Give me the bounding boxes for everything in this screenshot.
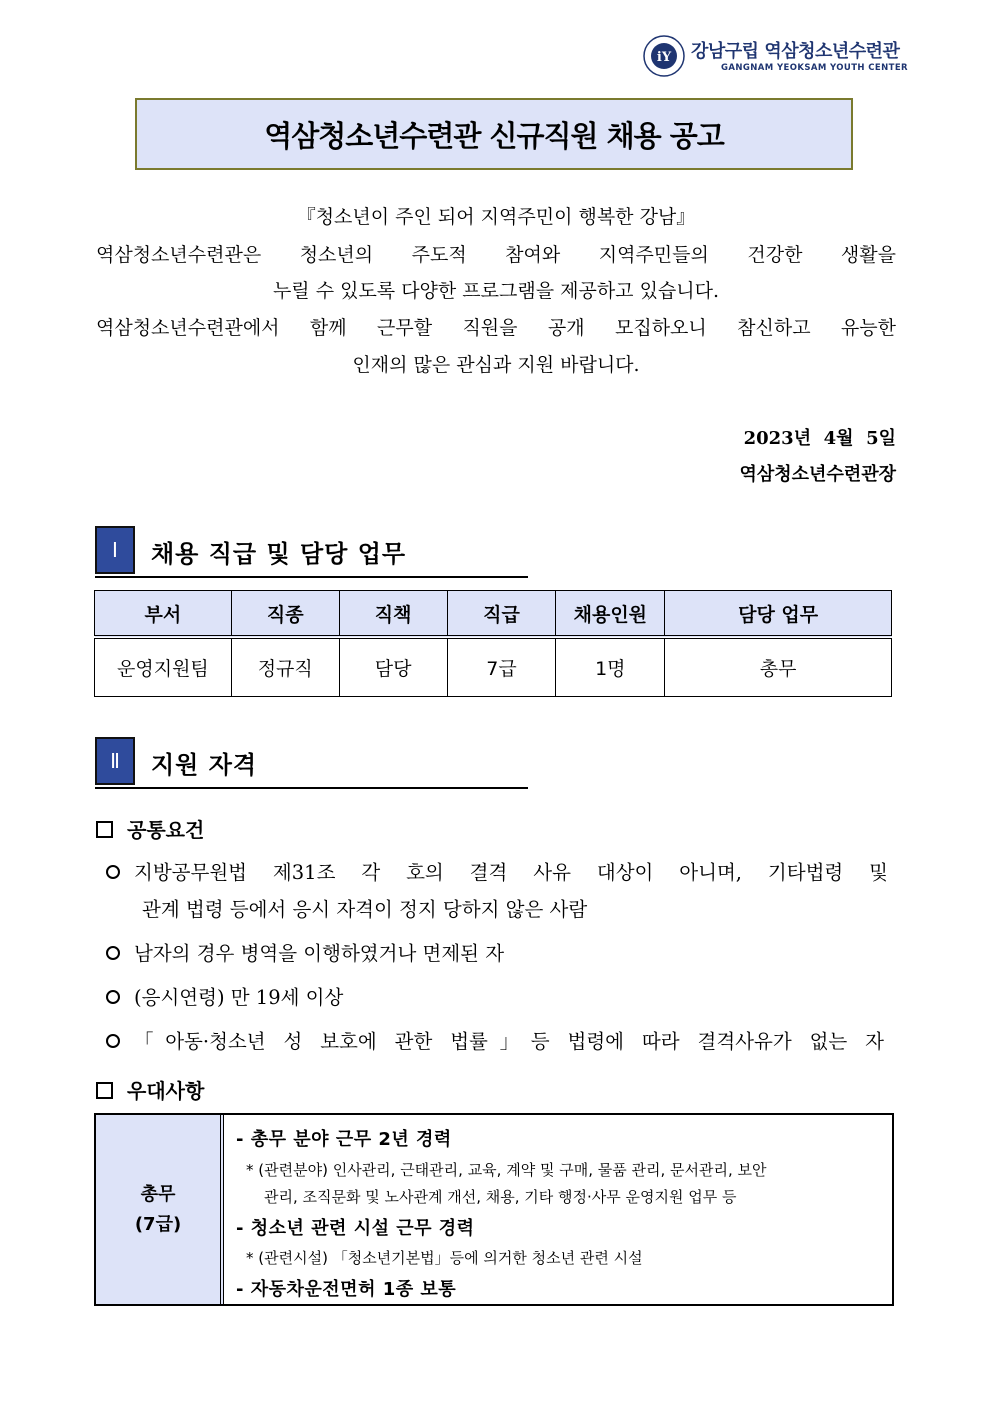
table-row: [95, 637, 892, 697]
notice-date: 2023년 4월 5일: [743, 428, 896, 449]
section-title: 지원 자격: [151, 751, 258, 779]
list-item: [106, 857, 896, 885]
list-item: [106, 938, 896, 966]
org-name-en: GANGNAM YEOKSAM YOUTH CENTER: [721, 63, 909, 73]
intro-line: 인재의 많은 관심과 지원 바랍니다.: [352, 354, 640, 376]
common-requirements-heading: [96, 814, 204, 843]
list-item-text: (응시연령) 만 19세 이상: [134, 986, 344, 1009]
preference-note: * (관련시설) 「청소년기본법」등에 의거한 청소년 관련 시설: [246, 1249, 643, 1267]
intro-line: 역삼청소년수련관은 청소년의 주도적 참여와 지역주민들의 건강한 생활을: [96, 244, 896, 266]
circle-bullet-icon: [106, 1034, 120, 1048]
section-number: Ⅰ: [95, 526, 135, 574]
intro-slogan: 『청소년이 주인 되어 지역주민이 행복한 강남』: [296, 206, 696, 228]
org-name: 강남구립 역삼청소년수련관: [691, 41, 900, 62]
section-number: Ⅱ: [95, 737, 135, 785]
table-cell: 1명: [556, 637, 665, 697]
intro-line: 역삼청소년수련관에서 함께 근무할 직원을 공개 모집하오니 참신하고 유능한: [96, 317, 896, 339]
preference-item: - 자동차운전면허 1종 보통: [236, 1279, 457, 1300]
signer: 역삼청소년수련관장: [739, 464, 896, 485]
column-header: 직급: [447, 591, 556, 638]
notice-title-box: [135, 98, 853, 170]
emblem-icon: [643, 35, 685, 77]
column-header: 채용인원: [556, 591, 665, 638]
list-item: [106, 982, 896, 1010]
preference-category: 총무: [140, 1183, 176, 1205]
table-header-row: [95, 591, 892, 638]
preference-item: - 청소년 관련 시설 근무 경력: [236, 1218, 475, 1239]
positions-table: [94, 590, 892, 697]
preferences-table: [94, 1113, 894, 1306]
preferences-heading: [96, 1075, 204, 1104]
circle-bullet-icon: [106, 865, 120, 879]
section-heading-qualifications: [95, 737, 528, 789]
svg-text:iY: iY: [656, 50, 672, 65]
subheading-label: 공통요건: [127, 818, 205, 842]
org-logo: [643, 35, 913, 81]
section-heading-positions: [95, 526, 528, 578]
table-cell: 운영지원팀: [95, 637, 232, 697]
preference-grade: (7급): [134, 1213, 182, 1235]
checkbox-square-icon: [96, 821, 113, 838]
list-item-text: 남자의 경우 병역을 이행하였거나 면제된 자: [134, 942, 505, 965]
circle-bullet-icon: [106, 946, 120, 960]
table-cell: 7급: [447, 637, 556, 697]
notice-title: 역삼청소년수련관 신규직원 채용 공고: [264, 118, 724, 153]
section-title: 채용 직급 및 담당 업무: [151, 540, 407, 568]
preference-note: 관리, 조직문화 및 노사관계 개선, 채용, 기타 행정·사무 운영지원 업무 등: [264, 1188, 737, 1206]
subheading-label: 우대사항: [127, 1079, 205, 1103]
checkbox-square-icon: [96, 1082, 113, 1099]
preference-note: * (관련분야) 인사관리, 근태관리, 교육, 계약 및 구매, 물품 관리, 문서관리, 보안: [246, 1161, 767, 1179]
list-item-text: 「아동·청소년 성 보호에 관한 법률」등 법령에 따라 결격사유가 없는 자: [134, 1030, 884, 1053]
list-item: [106, 1026, 896, 1054]
column-header: 직책: [339, 591, 447, 638]
column-header: 담당 업무: [665, 591, 892, 638]
column-header: 직종: [231, 591, 339, 638]
column-header: 부서: [95, 591, 232, 638]
table-cell: 정규직: [231, 637, 339, 697]
preference-item: - 총무 분야 근무 2년 경력: [236, 1129, 452, 1150]
table-cell: 총무: [665, 637, 892, 697]
list-item-text: 지방공무원법 제31조 각 호의 결격 사유 대상이 아니며, 기타법령 및: [134, 861, 888, 884]
circle-bullet-icon: [106, 990, 120, 1004]
list-item-continuation: 관계 법령 등에서 응시 자격이 정지 당하지 않은 사람: [142, 898, 588, 921]
preference-category-cell: [96, 1115, 224, 1304]
intro-line: 누릴 수 있도록 다양한 프로그램을 제공하고 있습니다.: [272, 280, 720, 302]
table-cell: 담당: [339, 637, 447, 697]
